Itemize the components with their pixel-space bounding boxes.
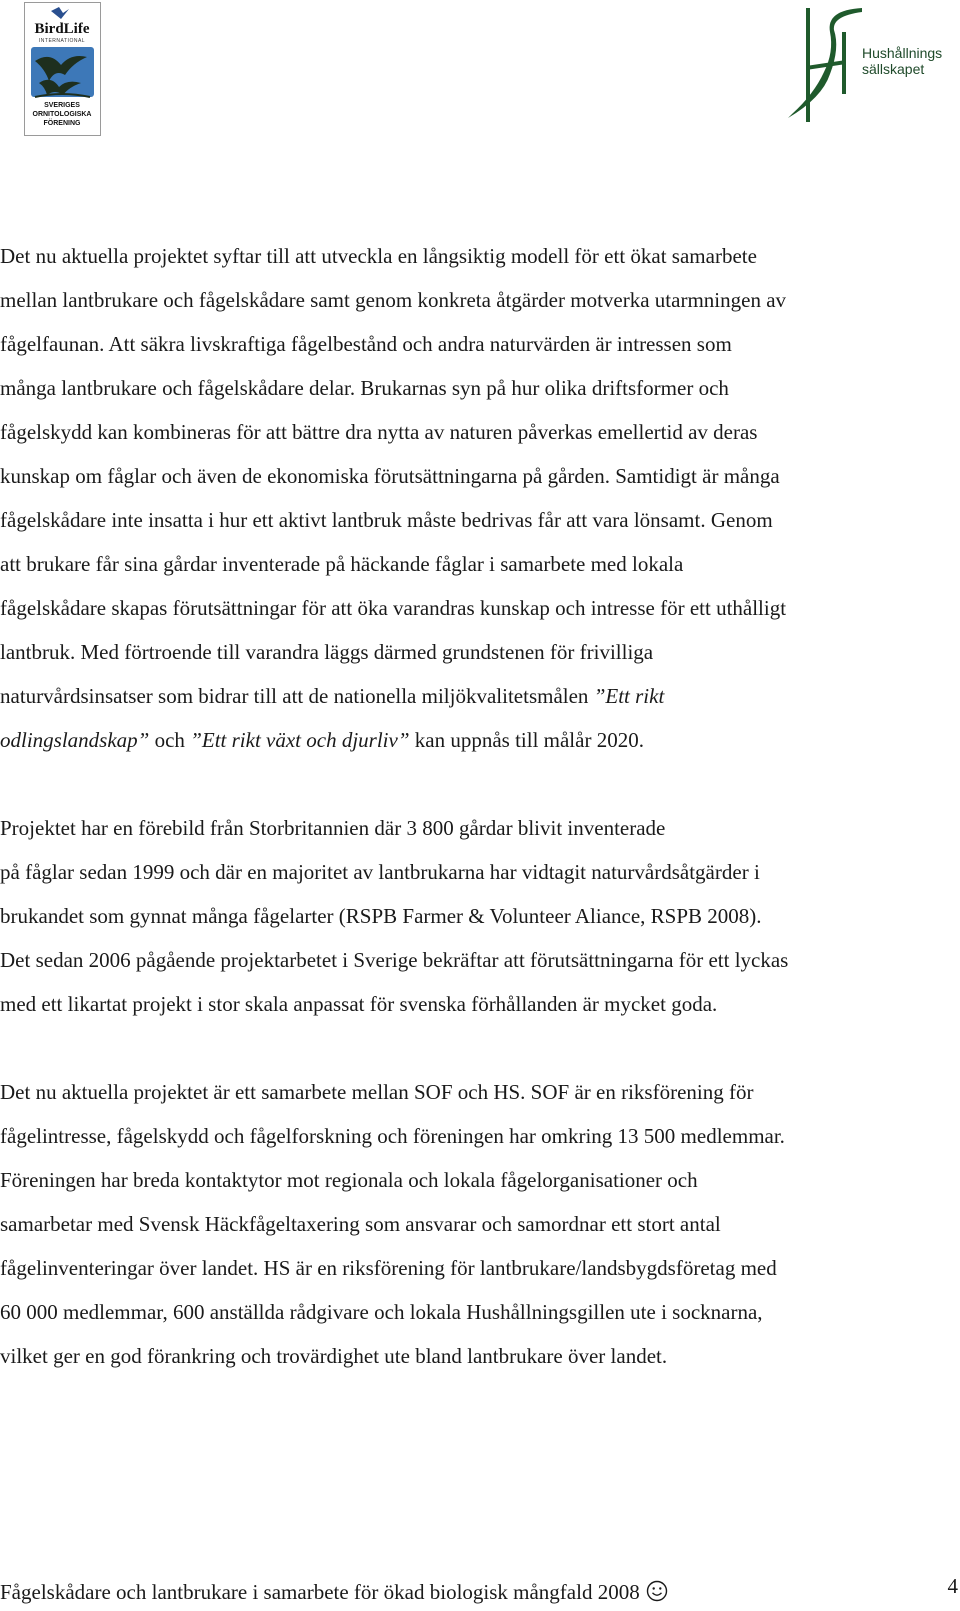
goal-title-italic: odlingslandskap” [0, 728, 150, 752]
paragraph-1 [0, 234, 958, 762]
footer-text: Fågelskådare och lantbrukare i samarbete för ökad biologisk mångfald 2008 [0, 1580, 640, 1604]
paragraph-1-line [0, 718, 958, 762]
line-text: naturvårdsinsatser som bidrar till att de nationella miljökvalitetsmålen [0, 684, 594, 708]
paragraph-3-line: vilket ger en god förankring och trovärdighet ute bland lantbrukare över landet. [0, 1344, 668, 1368]
paragraph-2 [0, 806, 958, 1026]
footer-title [0, 1578, 668, 1609]
paragraph-1-line [0, 674, 958, 718]
paragraph-2-line: Projektet har en förebild från Storbritannien där 3 800 gårdar blivit inventerade [0, 816, 666, 840]
birdlife-subtitle: INTERNATIONAL [38, 38, 86, 44]
paragraph-1-line: fågelfaunan. Att säkra livskraftiga fågelbestånd och andra naturvärden är intressen som [0, 332, 732, 356]
sof-line-1: SVERIGES [44, 102, 80, 109]
hs-name-line-2: sällskapet [862, 61, 925, 77]
paragraph-3-line: 60 000 medlemmar, 600 anställda rådgivare och lokala Hushållningsgillen ute i socknarna, [0, 1300, 763, 1324]
paragraph-1-line: mellan lantbrukare och fågelskådare samt genom konkreta åtgärder motverka utarmningen av [0, 288, 787, 312]
line-text: kan uppnås till målår 2020. [409, 728, 644, 752]
paragraph-1-line: lantbruk. Med förtroende till varandra läggs därmed grundstenen för frivilliga [0, 640, 654, 664]
hs-s-mark-icon [788, 8, 862, 118]
paragraph-3-line: Det nu aktuella projektet är ett samarbete mellan SOF och HS. SOF är en riksförening för [0, 1080, 754, 1104]
paragraph-2-line: på fåglar sedan 1999 och där en majoritet av lantbrukarna har vidtagit naturvårdsåtgärder i [0, 860, 760, 884]
page-number: 4 [947, 1574, 958, 1598]
goal-title-italic: ”Ett rikt [593, 684, 665, 708]
paragraph-1-line: att brukare får sina gårdar inventerade på häckande fåglar i samarbete med lokala [0, 552, 684, 576]
paragraph-1-line: många lantbrukare och fågelskådare delar. Brukarnas syn på hur olika driftsformer och [0, 376, 729, 400]
paragraph-3-line: samarbetar med Svensk Häckfågeltaxering som ansvarar och samordnar ett stort antal [0, 1212, 721, 1236]
paragraph-spacer [0, 762, 958, 806]
paragraph-1-line: kunskap om fåglar och även de ekonomiska förutsättningarna på gården. Samtidigt är många [0, 464, 780, 488]
smiley-icon [646, 1580, 668, 1609]
paragraph-2-line: Det sedan 2006 pågående projektarbetet i Sverige bekräftar att förutsättningarna för ett lyckas [0, 948, 789, 972]
paragraph-spacer [0, 1026, 958, 1070]
paragraph-1-line: fågelskådare skapas förutsättningar för att öka varandras kunskap och intresse för ett uthålligt [0, 596, 787, 620]
line-text: och [149, 728, 191, 752]
paragraph-2-line: brukandet som gynnat många fågelarter (RSPB Farmer & Volunteer Aliance, RSPB 2008). [0, 904, 762, 928]
birdlife-sof-logo [24, 2, 101, 136]
hs-name [862, 45, 942, 77]
paragraph-1-line: fågelskådare inte insatta i hur ett aktivt lantbruk måste bedrivas får att vara lönsamt. Genom [0, 508, 773, 532]
paragraph-3-line: fågelintresse, fågelskydd och fågelforskning och föreningen har omkring 13 500 medlemmar. [0, 1124, 785, 1148]
sof-line-3: FÖRENING [43, 120, 81, 127]
paragraph-2-line: med ett likartat projekt i stor skala anpassat för svenska förhållanden är mycket goda. [0, 992, 718, 1016]
paragraph-1-line: Det nu aktuella projektet syftar till att utveckla en långsiktig modell för ett ökat samarbete [0, 244, 757, 268]
paragraph-1-line: fågelskydd kan kombineras för att bättre dra nytta av naturen påverkas emellertid av deras [0, 420, 758, 444]
sof-line-2: ORNITOLOGISKA [32, 111, 92, 118]
goal-title-italic: ”Ett rikt växt och djurliv” [190, 728, 410, 752]
birdlife-brand: BirdLife [34, 21, 90, 37]
hs-name-line-1: Hushållnings [862, 45, 943, 61]
paragraph-3-line: fågelinventeringar över landet. HS är en riksförening för lantbrukare/landsbygdsföretag med [0, 1256, 777, 1280]
paragraph-3 [0, 1070, 958, 1378]
paragraph-3-line: Föreningen har breda kontaktytor mot regionala och lokala fågelorganisationer och [0, 1168, 698, 1192]
document-body [0, 234, 958, 1378]
